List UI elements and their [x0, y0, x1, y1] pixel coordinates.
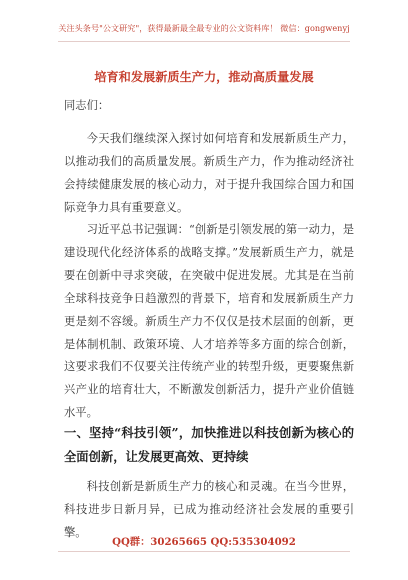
section-paragraph: 科技创新是新质生产力的核心和灵魂。在当今世界，科技进步日新月异，已成为推动经济社会发展的重要引擎。	[64, 480, 354, 539]
footer-divider	[58, 551, 350, 552]
paragraph-intro: 今天我们继续深入探讨如何培育和发展新质生产力，以推动我们的高质量发展。新质生产力，作为推动经济社会持续健康发展的核心动力，对于提升我国综合国力和国际竞争力具有重要意义。	[64, 132, 354, 214]
section-heading: 一、坚持“科技引领”，加快推进以科技创新为核心的全面创新，让发展更高效、更持续	[64, 425, 354, 464]
paragraph-quote: 习近平总书记强调：“创新是引领发展的第一动力，是建设现代化经济体系的战略支撑。”发展新质生产力，就是要在创新中寻求突破，在突破中促进发展。尤其是在当前全球科技竞争日趋激烈的背景下，培育和发展新质生产力更是刻不容缓。新质生产力不仅仅是技术层面的创新，更是体制机制、政策环境、人才培养等多方面的综合创新，这要求我们不仅要关注传统产业的转型升级，更要聚焦新兴产业的培育壮大，不断激发创新活力，提升产业价值链水平。	[64, 223, 354, 420]
salutation: 同志们：	[64, 99, 110, 112]
document-title: 培育和发展新质生产力，推动高质量发展	[94, 70, 314, 84]
section-heading-block	[64, 421, 354, 469]
header-divider	[58, 41, 350, 42]
footer-contact: QQ群：30265665 QQ:535304092	[112, 536, 296, 548]
header-promo-note: 关注头条号"公文研究"，获得最新最全最专业的公文资料库！ 微信：gongwenyj	[58, 23, 350, 33]
